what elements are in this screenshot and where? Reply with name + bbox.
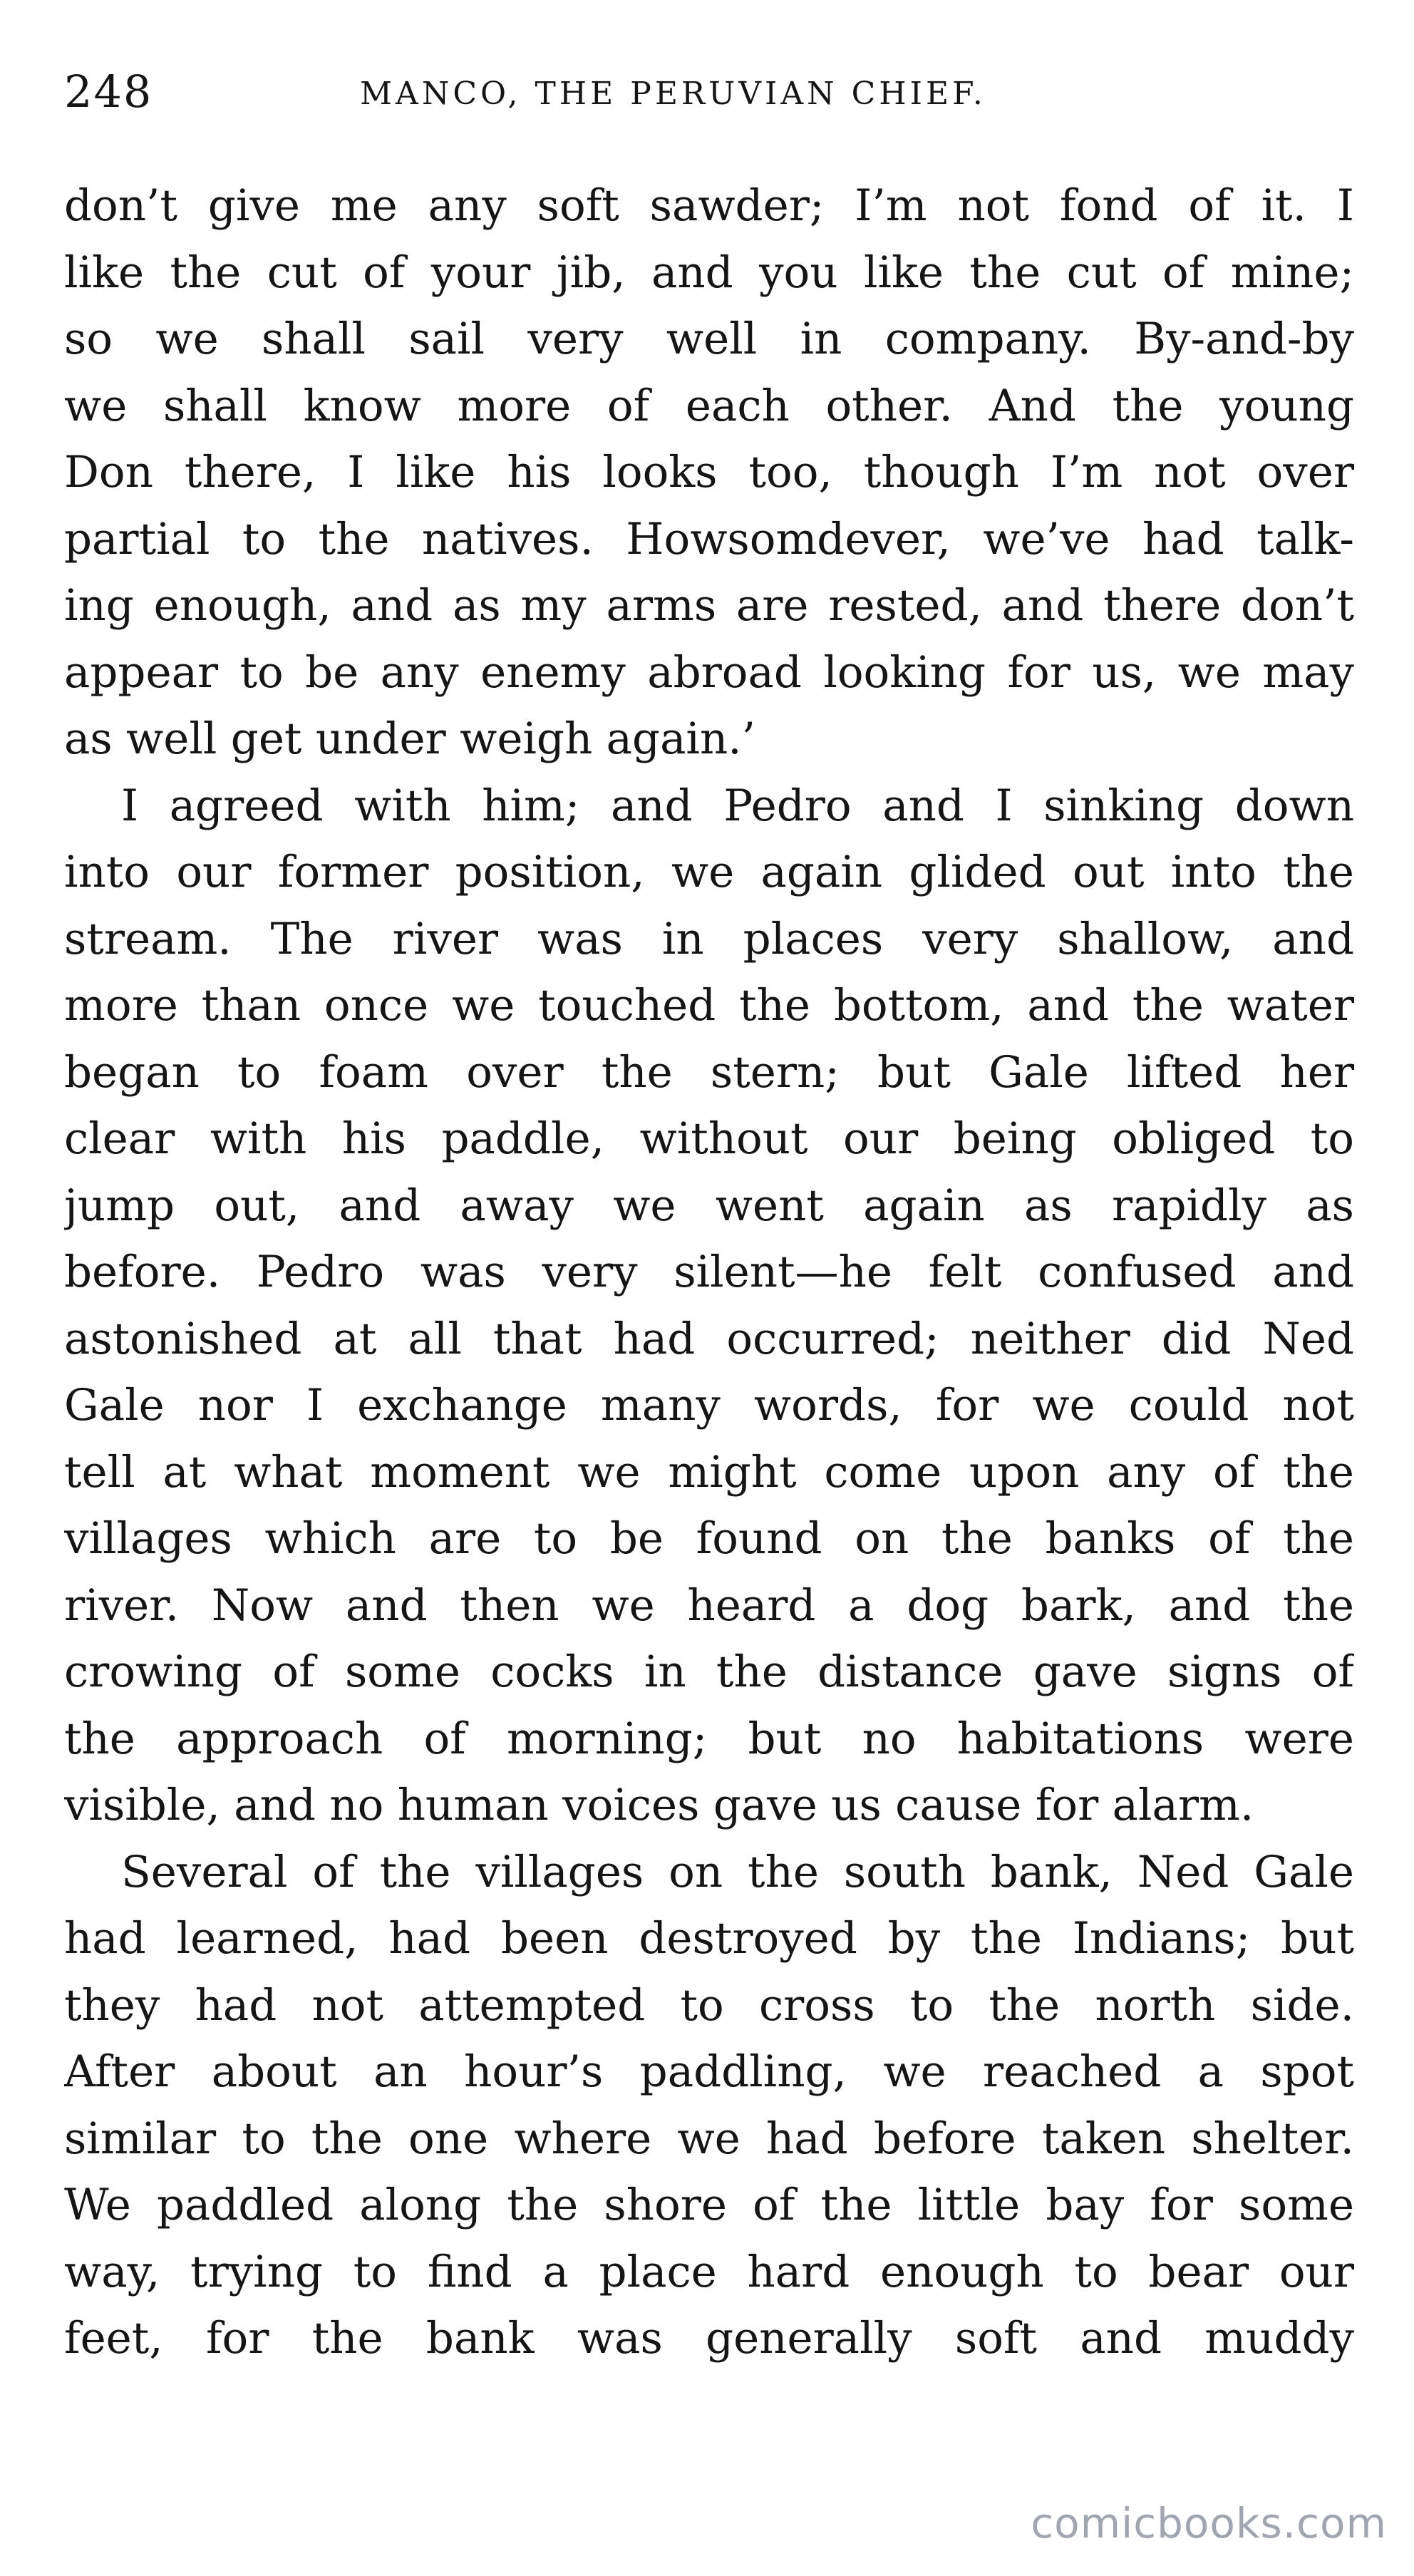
- text-line: had learned, had been destroyed by the Indians; but: [64, 1913, 1354, 1964]
- text-line: villages which are to be found on the banks of the: [64, 1513, 1354, 1564]
- text-line: appear to be any enemy abroad looking for us, we may: [64, 646, 1354, 698]
- text-line: ing enough, and as my arms are rested, and there don’t: [64, 580, 1354, 631]
- text-line: crowing of some cocks in the distance gave signs of: [64, 1647, 1354, 1697]
- text-line: we shall know more of each other. And the young: [64, 380, 1354, 431]
- text-line: partial to the natives. Howsomdever, we’ve had talk-: [64, 513, 1354, 565]
- text-line: feet, for the bank was generally soft and muddy: [64, 2313, 1354, 2364]
- text-line: river. Now and then we heard a dog bark, and the: [64, 1580, 1354, 1631]
- text-line: tell at what moment we might come upon any of the: [64, 1446, 1354, 1498]
- running-head: [64, 66, 1354, 123]
- text-line: stream. The river was in places very shallow, and: [64, 913, 1354, 964]
- text-line: like the cut of your jib, and you like the cut of mine;: [64, 247, 1354, 298]
- text-line: Don there, I like his looks too, though I’m not over: [64, 447, 1354, 498]
- text-line: similar to the one where we had before taken shelter.: [64, 2113, 1354, 2164]
- paragraph-end-line: as well get under weigh again.’: [64, 713, 756, 764]
- text-line: jump out, and away we went again as rapidly as: [64, 1180, 1354, 1231]
- text-line: into our former position, we again glided out into the: [64, 847, 1354, 897]
- text-line: they had not attempted to cross to the north side.: [64, 1979, 1354, 2031]
- running-title: MANCO, THE PERUVIAN CHIEF.: [360, 76, 986, 112]
- text-line: the approach of morning; but no habitations were: [64, 1713, 1354, 1764]
- text-line: so we shall sail very well in company. By-and-by: [64, 314, 1354, 364]
- paragraph-start-line: I agreed with him; and Pedro and I sinking down: [121, 780, 1354, 831]
- text-line: After about an hour’s paddling, we reached a spot: [64, 2046, 1354, 2097]
- text-line: began to foam over the stern; but Gale lifted her: [64, 1046, 1354, 1098]
- body-text: [64, 172, 1354, 2372]
- paragraph-start-line: Several of the villages on the south bank, Ned Gale: [121, 1846, 1354, 1897]
- text-line: astonished at all that had occurred; neither did Ned: [64, 1313, 1354, 1364]
- page-number: 248: [64, 66, 153, 118]
- text-line: We paddled along the shore of the little bay for some: [64, 2180, 1354, 2230]
- text-line: Gale nor I exchange many words, for we could not: [64, 1380, 1354, 1431]
- text-line: more than once we touched the bottom, and the water: [64, 980, 1354, 1031]
- paragraph-end-line: visible, and no human voices gave us cause for alarm.: [64, 1780, 1254, 1830]
- text-line: clear with his paddle, without our being obliged to: [64, 1113, 1354, 1164]
- text-line: don’t give me any soft sawder; I’m not fond of it. I: [64, 180, 1354, 231]
- text-line: before. Pedro was very silent—he felt confused and: [64, 1247, 1354, 1297]
- text-line: way, trying to find a place hard enough to bear our: [64, 2246, 1354, 2297]
- watermark: comicbooks.com: [1031, 2499, 1387, 2547]
